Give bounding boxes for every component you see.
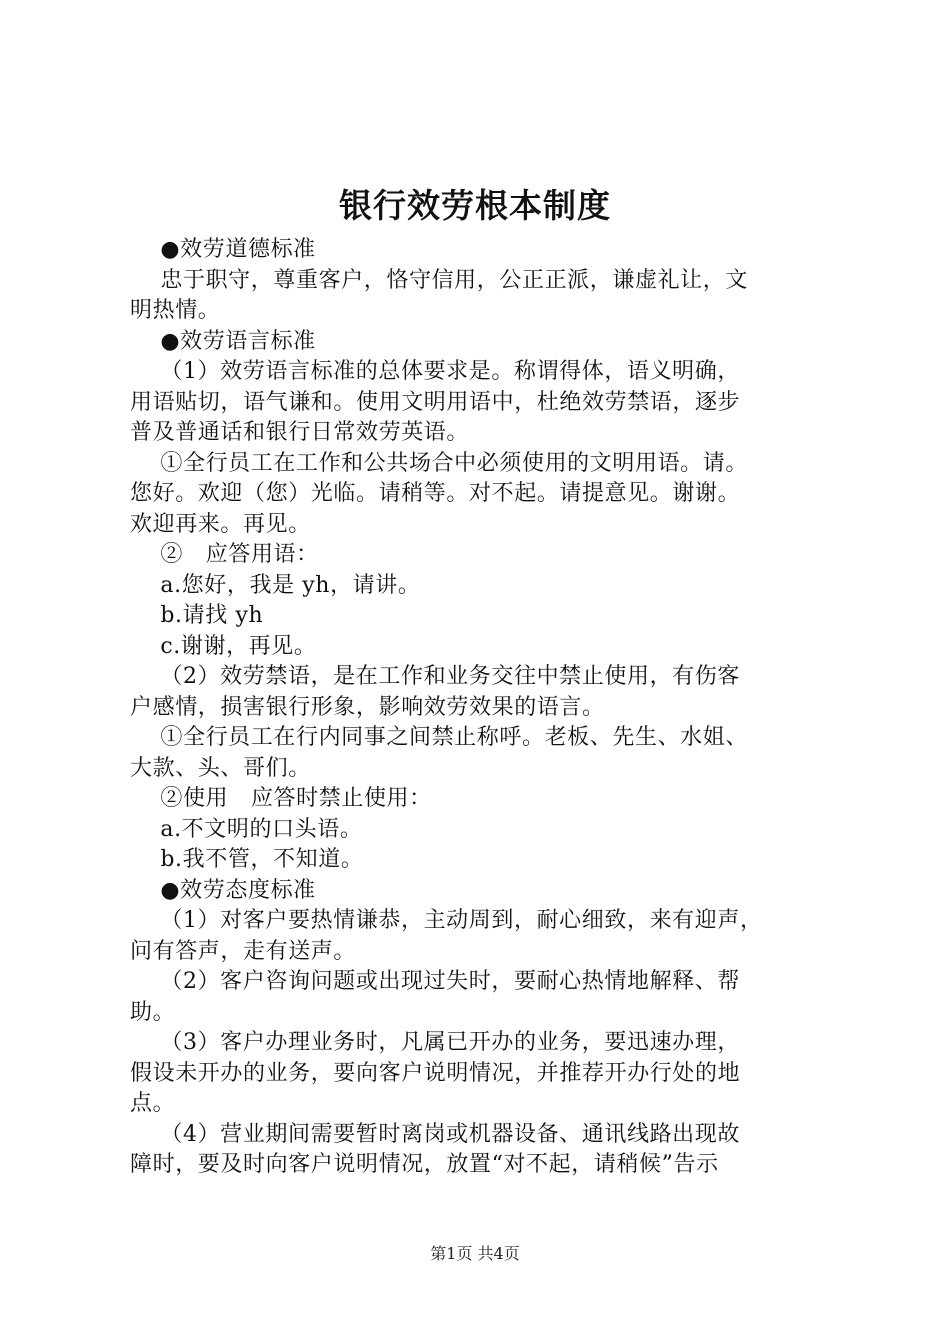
body-line: （4）营业期间需要暂时离岗或机器设备、通讯线路出现故	[130, 1121, 740, 1147]
body-line: 助。	[130, 999, 176, 1025]
body-line: ②使用 应答时禁止使用：	[130, 786, 432, 811]
body-line: 用语贴切，语气谦和。使用文明用语中，杜绝效劳禁语，逐步	[130, 389, 741, 415]
body-line: b.请找 yh	[130, 603, 264, 628]
body-line: ●效劳道德标准	[130, 237, 316, 262]
body-line: b.我不管，不知道。	[130, 847, 364, 872]
body-line: 户感情，损害银行形象，影响效劳效果的语言。	[130, 694, 605, 720]
body-line: 障时，要及时向客户说明情况，放置“对不起，请稍候”告示	[130, 1152, 719, 1177]
body-line: （1）对客户要热情谦恭，主动周到，耐心细致，来有迎声，	[130, 908, 763, 933]
body-line: （3）客户办理业务时，凡属已开办的业务，要迅速办理，	[130, 1030, 740, 1055]
body-line: 您好。欢迎（您）光临。请稍等。对不起。请提意见。谢谢。	[130, 481, 741, 506]
body-line: 假设未开办的业务，要向客户说明情况，并推荐开办行处的地	[130, 1060, 741, 1086]
document-body	[130, 235, 834, 1181]
body-line: 点。	[130, 1091, 176, 1116]
body-line: 欢迎再来。再见。	[130, 511, 311, 537]
body-line: （2）客户咨询问题或出现过失时，要耐心热情地解释、帮	[130, 969, 740, 994]
body-line: a.您好，我是 yh，请讲。	[130, 572, 421, 598]
body-line: ①全行员工在工作和公共场合中必须使用的文明用语。请。	[130, 450, 748, 476]
page-footer: 第1页 共4页	[430, 1244, 520, 1263]
body-line: 忠于职守，尊重客户，恪守信用，公正正派，谦虚礼让，文	[130, 267, 748, 293]
body-line: 明热情。	[130, 298, 221, 323]
body-line: ①全行员工在行内同事之间禁止称呼。老板、先生、水姐、	[130, 725, 748, 750]
body-line: （1）效劳语言标准的总体要求是。称谓得体，语义明确，	[130, 359, 740, 384]
body-line: 大款、头、哥们。	[130, 755, 311, 781]
body-line: ② 应答用语：	[130, 542, 319, 567]
body-line: ●效劳语言标准	[130, 328, 316, 354]
body-line: 问有答声，走有送声。	[130, 938, 357, 964]
body-line: c.谢谢，再见。	[130, 633, 317, 659]
body-line: a.不文明的口头语。	[130, 816, 363, 842]
body-line: ●效劳态度标准	[130, 877, 316, 903]
document-title: 银行效劳根本制度	[339, 186, 611, 225]
body-line: （2）效劳禁语，是在工作和业务交往中禁止使用，有伤客	[130, 664, 740, 689]
body-line: 普及普通话和银行日常效劳英语。	[130, 420, 470, 445]
